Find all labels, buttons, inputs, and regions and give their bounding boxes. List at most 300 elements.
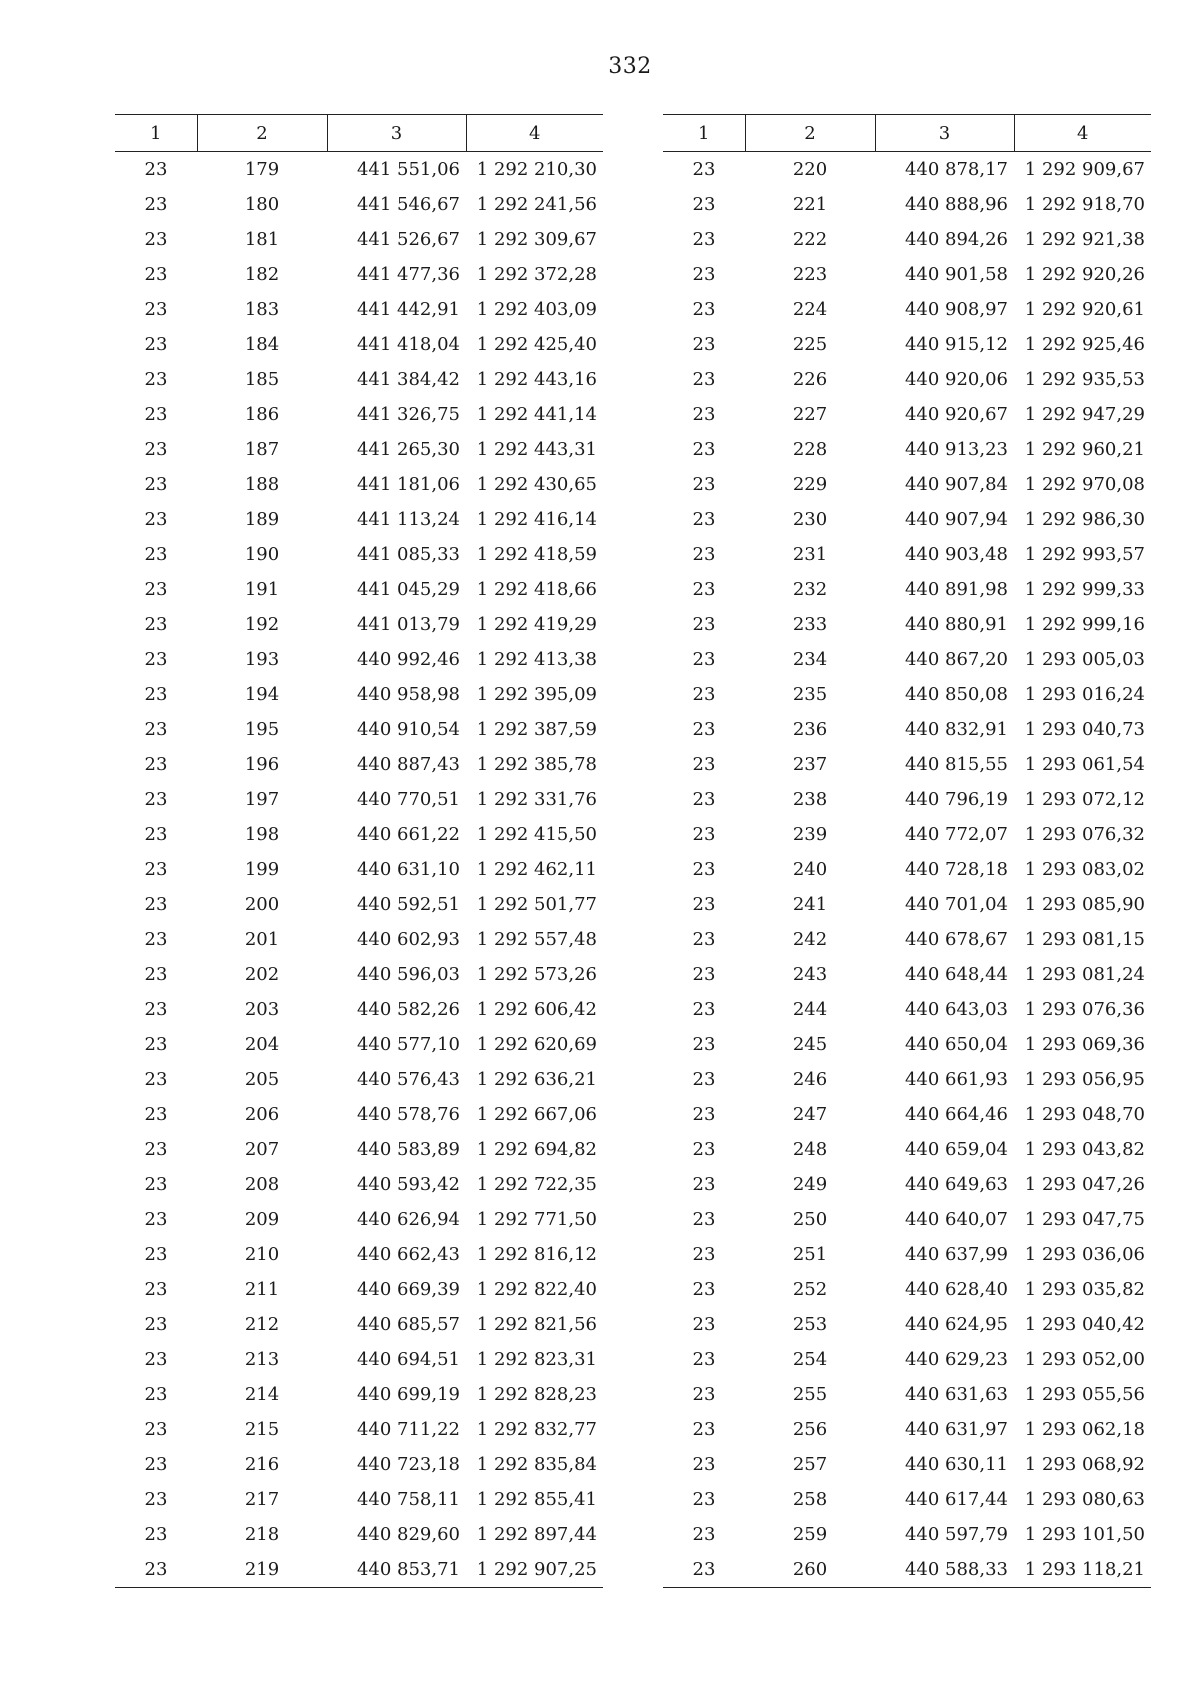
table-row bbox=[663, 992, 1151, 1027]
x-coordinate-cell: 441 085,33 bbox=[356, 544, 460, 565]
y-coordinate-cell: 1 292 557,48 bbox=[476, 929, 597, 950]
region-number-cell: 23 bbox=[692, 404, 716, 425]
y-coordinate-cell: 1 292 443,16 bbox=[476, 369, 597, 390]
point-number-cell: 226 bbox=[792, 369, 828, 390]
y-coordinate-cell: 1 293 072,12 bbox=[1024, 789, 1145, 810]
header-row bbox=[115, 115, 603, 152]
region-number-cell: 23 bbox=[144, 1069, 168, 1090]
x-coordinate-cell: 440 711,22 bbox=[356, 1419, 460, 1440]
table-row bbox=[115, 397, 603, 432]
x-coordinate-cell: 440 597,79 bbox=[904, 1524, 1008, 1545]
table-header bbox=[115, 115, 603, 152]
point-number-cell: 234 bbox=[792, 649, 828, 670]
point-number-cell: 180 bbox=[244, 194, 280, 215]
y-coordinate-cell: 1 292 418,66 bbox=[476, 579, 597, 600]
table-row bbox=[663, 432, 1151, 467]
point-number-cell: 186 bbox=[244, 404, 280, 425]
x-coordinate-cell: 440 624,95 bbox=[904, 1314, 1008, 1335]
region-number-cell: 23 bbox=[144, 649, 168, 670]
region-number-cell: 23 bbox=[692, 1559, 716, 1580]
x-coordinate-cell: 440 850,08 bbox=[904, 684, 1008, 705]
y-coordinate-cell: 1 292 385,78 bbox=[476, 754, 597, 775]
y-coordinate-cell: 1 293 043,82 bbox=[1024, 1139, 1145, 1160]
point-number-cell: 189 bbox=[244, 509, 280, 530]
x-coordinate-cell: 440 640,07 bbox=[904, 1209, 1008, 1230]
table-row bbox=[115, 1482, 603, 1517]
y-coordinate-cell: 1 293 047,75 bbox=[1024, 1209, 1145, 1230]
x-coordinate-cell: 440 832,91 bbox=[904, 719, 1008, 740]
point-number-cell: 223 bbox=[792, 264, 828, 285]
x-coordinate-cell: 440 894,26 bbox=[904, 229, 1008, 250]
x-coordinate-cell: 440 629,23 bbox=[904, 1349, 1008, 1370]
table-row bbox=[663, 327, 1151, 362]
region-number-cell: 23 bbox=[144, 929, 168, 950]
table-body bbox=[663, 152, 1151, 1588]
region-number-cell: 23 bbox=[144, 1244, 168, 1265]
table-row bbox=[115, 712, 603, 747]
x-coordinate-cell: 440 901,58 bbox=[904, 264, 1008, 285]
point-number-cell: 224 bbox=[792, 299, 828, 320]
x-coordinate-cell: 440 958,98 bbox=[356, 684, 460, 705]
region-number-cell: 23 bbox=[692, 1489, 716, 1510]
point-number-cell: 221 bbox=[792, 194, 828, 215]
point-number-cell: 191 bbox=[244, 579, 280, 600]
x-coordinate-cell: 440 772,07 bbox=[904, 824, 1008, 845]
table-row bbox=[115, 852, 603, 887]
x-coordinate-cell: 440 701,04 bbox=[904, 894, 1008, 915]
x-coordinate-cell: 440 908,97 bbox=[904, 299, 1008, 320]
y-coordinate-cell: 1 292 462,11 bbox=[476, 859, 597, 880]
y-coordinate-cell: 1 292 960,21 bbox=[1024, 439, 1145, 460]
region-number-cell: 23 bbox=[692, 1314, 716, 1335]
x-coordinate-cell: 440 576,43 bbox=[356, 1069, 460, 1090]
x-coordinate-cell: 440 887,43 bbox=[356, 754, 460, 775]
point-number-cell: 236 bbox=[792, 719, 828, 740]
column-header-3: 3 bbox=[875, 115, 1014, 152]
y-coordinate-cell: 1 292 241,56 bbox=[476, 194, 597, 215]
y-coordinate-cell: 1 292 331,76 bbox=[476, 789, 597, 810]
x-coordinate-cell: 440 888,96 bbox=[904, 194, 1008, 215]
y-coordinate-cell: 1 292 821,56 bbox=[476, 1314, 597, 1335]
y-coordinate-cell: 1 292 413,38 bbox=[476, 649, 597, 670]
region-number-cell: 23 bbox=[692, 299, 716, 320]
region-number-cell: 23 bbox=[692, 614, 716, 635]
point-number-cell: 243 bbox=[792, 964, 828, 985]
point-number-cell: 188 bbox=[244, 474, 280, 495]
region-number-cell: 23 bbox=[692, 824, 716, 845]
region-number-cell: 23 bbox=[144, 1384, 168, 1405]
x-coordinate-cell: 440 662,43 bbox=[356, 1244, 460, 1265]
x-coordinate-cell: 440 664,46 bbox=[904, 1104, 1008, 1125]
y-coordinate-cell: 1 292 832,77 bbox=[476, 1419, 597, 1440]
point-number-cell: 182 bbox=[244, 264, 280, 285]
y-coordinate-cell: 1 292 822,40 bbox=[476, 1279, 597, 1300]
x-coordinate-cell: 440 903,48 bbox=[904, 544, 1008, 565]
region-number-cell: 23 bbox=[692, 509, 716, 530]
region-number-cell: 23 bbox=[144, 964, 168, 985]
point-number-cell: 227 bbox=[792, 404, 828, 425]
page-number: 332 bbox=[608, 54, 652, 79]
y-coordinate-cell: 1 292 970,08 bbox=[1024, 474, 1145, 495]
table-row bbox=[663, 817, 1151, 852]
region-number-cell: 23 bbox=[144, 614, 168, 635]
region-number-cell: 23 bbox=[692, 964, 716, 985]
point-number-cell: 194 bbox=[244, 684, 280, 705]
x-coordinate-cell: 441 551,06 bbox=[356, 159, 460, 180]
y-coordinate-cell: 1 292 403,09 bbox=[476, 299, 597, 320]
table-row bbox=[115, 257, 603, 292]
y-coordinate-cell: 1 293 062,18 bbox=[1024, 1419, 1145, 1440]
region-number-cell: 23 bbox=[144, 1314, 168, 1335]
point-number-cell: 218 bbox=[244, 1524, 280, 1545]
point-number-cell: 185 bbox=[244, 369, 280, 390]
table-row bbox=[663, 362, 1151, 397]
y-coordinate-cell: 1 292 667,06 bbox=[476, 1104, 597, 1125]
table-row bbox=[115, 747, 603, 782]
y-coordinate-cell: 1 292 828,23 bbox=[476, 1384, 597, 1405]
y-coordinate-cell: 1 293 055,56 bbox=[1024, 1384, 1145, 1405]
point-number-cell: 192 bbox=[244, 614, 280, 635]
y-coordinate-cell: 1 292 920,61 bbox=[1024, 299, 1145, 320]
column-header-4: 4 bbox=[1014, 115, 1151, 152]
table-row bbox=[115, 432, 603, 467]
x-coordinate-cell: 441 113,24 bbox=[356, 509, 460, 530]
table-body bbox=[115, 152, 603, 1588]
table-row bbox=[663, 1132, 1151, 1167]
y-coordinate-cell: 1 293 080,63 bbox=[1024, 1489, 1145, 1510]
point-number-cell: 230 bbox=[792, 509, 828, 530]
x-coordinate-cell: 441 477,36 bbox=[356, 264, 460, 285]
table-row bbox=[115, 992, 603, 1027]
point-number-cell: 249 bbox=[792, 1174, 828, 1195]
point-number-cell: 252 bbox=[792, 1279, 828, 1300]
x-coordinate-cell: 440 661,22 bbox=[356, 824, 460, 845]
table-row bbox=[115, 1447, 603, 1482]
region-number-cell: 23 bbox=[692, 754, 716, 775]
region-number-cell: 23 bbox=[692, 894, 716, 915]
region-number-cell: 23 bbox=[692, 229, 716, 250]
table-row bbox=[115, 537, 603, 572]
table-row bbox=[115, 1167, 603, 1202]
region-number-cell: 23 bbox=[692, 544, 716, 565]
region-number-cell: 23 bbox=[144, 859, 168, 880]
y-coordinate-cell: 1 293 081,24 bbox=[1024, 964, 1145, 985]
x-coordinate-cell: 440 907,94 bbox=[904, 509, 1008, 530]
y-coordinate-cell: 1 292 935,53 bbox=[1024, 369, 1145, 390]
table-row bbox=[115, 1342, 603, 1377]
region-number-cell: 23 bbox=[144, 684, 168, 705]
x-coordinate-cell: 440 880,91 bbox=[904, 614, 1008, 635]
point-number-cell: 258 bbox=[792, 1489, 828, 1510]
region-number-cell: 23 bbox=[144, 1279, 168, 1300]
x-coordinate-cell: 441 045,29 bbox=[356, 579, 460, 600]
point-number-cell: 254 bbox=[792, 1349, 828, 1370]
point-number-cell: 211 bbox=[244, 1279, 280, 1300]
x-coordinate-cell: 440 631,97 bbox=[904, 1419, 1008, 1440]
table-row bbox=[663, 1482, 1151, 1517]
y-coordinate-cell: 1 292 855,41 bbox=[476, 1489, 597, 1510]
point-number-cell: 220 bbox=[792, 159, 828, 180]
region-number-cell: 23 bbox=[144, 544, 168, 565]
region-number-cell: 23 bbox=[692, 649, 716, 670]
region-number-cell: 23 bbox=[144, 1034, 168, 1055]
x-coordinate-cell: 440 920,67 bbox=[904, 404, 1008, 425]
coordinates-table-right bbox=[663, 114, 1151, 1588]
y-coordinate-cell: 1 292 907,25 bbox=[476, 1559, 597, 1580]
x-coordinate-cell: 441 418,04 bbox=[356, 334, 460, 355]
point-number-cell: 219 bbox=[244, 1559, 280, 1580]
point-number-cell: 239 bbox=[792, 824, 828, 845]
region-number-cell: 23 bbox=[144, 264, 168, 285]
point-number-cell: 256 bbox=[792, 1419, 828, 1440]
point-number-cell: 216 bbox=[244, 1454, 280, 1475]
table-row bbox=[115, 152, 603, 188]
point-number-cell: 231 bbox=[792, 544, 828, 565]
x-coordinate-cell: 440 588,33 bbox=[904, 1559, 1008, 1580]
table-row bbox=[663, 1167, 1151, 1202]
y-coordinate-cell: 1 293 118,21 bbox=[1024, 1559, 1145, 1580]
table-header bbox=[663, 115, 1151, 152]
y-coordinate-cell: 1 293 040,42 bbox=[1024, 1314, 1145, 1335]
region-number-cell: 23 bbox=[692, 1384, 716, 1405]
point-number-cell: 247 bbox=[792, 1104, 828, 1125]
point-number-cell: 241 bbox=[792, 894, 828, 915]
x-coordinate-cell: 440 699,19 bbox=[356, 1384, 460, 1405]
region-number-cell: 23 bbox=[144, 474, 168, 495]
point-number-cell: 246 bbox=[792, 1069, 828, 1090]
table-row bbox=[115, 1062, 603, 1097]
y-coordinate-cell: 1 292 999,33 bbox=[1024, 579, 1145, 600]
y-coordinate-cell: 1 292 925,46 bbox=[1024, 334, 1145, 355]
y-coordinate-cell: 1 293 035,82 bbox=[1024, 1279, 1145, 1300]
region-number-cell: 23 bbox=[692, 719, 716, 740]
point-number-cell: 215 bbox=[244, 1419, 280, 1440]
region-number-cell: 23 bbox=[692, 474, 716, 495]
region-number-cell: 23 bbox=[692, 929, 716, 950]
region-number-cell: 23 bbox=[692, 1139, 716, 1160]
region-number-cell: 23 bbox=[144, 789, 168, 810]
table-row bbox=[115, 817, 603, 852]
table-row bbox=[115, 887, 603, 922]
x-coordinate-cell: 441 526,67 bbox=[356, 229, 460, 250]
x-coordinate-cell: 440 723,18 bbox=[356, 1454, 460, 1475]
y-coordinate-cell: 1 293 061,54 bbox=[1024, 754, 1145, 775]
x-coordinate-cell: 440 593,42 bbox=[356, 1174, 460, 1195]
table-row bbox=[115, 607, 603, 642]
table-row bbox=[663, 712, 1151, 747]
x-coordinate-cell: 440 694,51 bbox=[356, 1349, 460, 1370]
x-coordinate-cell: 440 637,99 bbox=[904, 1244, 1008, 1265]
region-number-cell: 23 bbox=[692, 194, 716, 215]
y-coordinate-cell: 1 292 823,31 bbox=[476, 1349, 597, 1370]
point-number-cell: 212 bbox=[244, 1314, 280, 1335]
region-number-cell: 23 bbox=[144, 719, 168, 740]
region-number-cell: 23 bbox=[144, 824, 168, 845]
point-number-cell: 205 bbox=[244, 1069, 280, 1090]
region-number-cell: 23 bbox=[692, 159, 716, 180]
y-coordinate-cell: 1 292 309,67 bbox=[476, 229, 597, 250]
y-coordinate-cell: 1 293 076,32 bbox=[1024, 824, 1145, 845]
region-number-cell: 23 bbox=[144, 1209, 168, 1230]
table-row bbox=[663, 642, 1151, 677]
table-row bbox=[663, 1552, 1151, 1588]
y-coordinate-cell: 1 293 083,02 bbox=[1024, 859, 1145, 880]
table-row bbox=[663, 1307, 1151, 1342]
region-number-cell: 23 bbox=[692, 1104, 716, 1125]
x-coordinate-cell: 441 013,79 bbox=[356, 614, 460, 635]
region-number-cell: 23 bbox=[144, 369, 168, 390]
point-number-cell: 233 bbox=[792, 614, 828, 635]
point-number-cell: 217 bbox=[244, 1489, 280, 1510]
point-number-cell: 232 bbox=[792, 579, 828, 600]
y-coordinate-cell: 1 293 036,06 bbox=[1024, 1244, 1145, 1265]
y-coordinate-cell: 1 293 047,26 bbox=[1024, 1174, 1145, 1195]
table-row bbox=[115, 362, 603, 397]
x-coordinate-cell: 440 602,93 bbox=[356, 929, 460, 950]
point-number-cell: 193 bbox=[244, 649, 280, 670]
region-number-cell: 23 bbox=[144, 299, 168, 320]
y-coordinate-cell: 1 292 918,70 bbox=[1024, 194, 1145, 215]
x-coordinate-cell: 440 631,63 bbox=[904, 1384, 1008, 1405]
point-number-cell: 183 bbox=[244, 299, 280, 320]
table-row bbox=[663, 887, 1151, 922]
x-coordinate-cell: 440 630,11 bbox=[904, 1454, 1008, 1475]
region-number-cell: 23 bbox=[692, 334, 716, 355]
region-number-cell: 23 bbox=[692, 1034, 716, 1055]
table-row bbox=[663, 222, 1151, 257]
column-header-1: 1 bbox=[698, 122, 710, 144]
table-row bbox=[115, 187, 603, 222]
table-row bbox=[115, 327, 603, 362]
region-number-cell: 23 bbox=[692, 264, 716, 285]
table-row bbox=[115, 677, 603, 712]
x-coordinate-cell: 440 910,54 bbox=[356, 719, 460, 740]
x-coordinate-cell: 440 583,89 bbox=[356, 1139, 460, 1160]
point-number-cell: 196 bbox=[244, 754, 280, 775]
x-coordinate-cell: 440 685,57 bbox=[356, 1314, 460, 1335]
point-number-cell: 208 bbox=[244, 1174, 280, 1195]
region-number-cell: 23 bbox=[144, 1174, 168, 1195]
table-row bbox=[115, 1202, 603, 1237]
x-coordinate-cell: 440 582,26 bbox=[356, 999, 460, 1020]
y-coordinate-cell: 1 292 620,69 bbox=[476, 1034, 597, 1055]
x-coordinate-cell: 441 326,75 bbox=[356, 404, 460, 425]
coordinates-table-left bbox=[115, 114, 603, 1588]
y-coordinate-cell: 1 292 387,59 bbox=[476, 719, 597, 740]
y-coordinate-cell: 1 292 947,29 bbox=[1024, 404, 1145, 425]
table-row bbox=[663, 467, 1151, 502]
table-row bbox=[115, 957, 603, 992]
point-number-cell: 179 bbox=[244, 159, 280, 180]
y-coordinate-cell: 1 292 909,67 bbox=[1024, 159, 1145, 180]
point-number-cell: 240 bbox=[792, 859, 828, 880]
y-coordinate-cell: 1 292 999,16 bbox=[1024, 614, 1145, 635]
point-number-cell: 222 bbox=[792, 229, 828, 250]
point-number-cell: 255 bbox=[792, 1384, 828, 1405]
point-number-cell: 201 bbox=[244, 929, 280, 950]
x-coordinate-cell: 440 770,51 bbox=[356, 789, 460, 810]
x-coordinate-cell: 440 649,63 bbox=[904, 1174, 1008, 1195]
region-number-cell: 23 bbox=[692, 1279, 716, 1300]
table-row bbox=[115, 1132, 603, 1167]
x-coordinate-cell: 440 650,04 bbox=[904, 1034, 1008, 1055]
region-number-cell: 23 bbox=[144, 579, 168, 600]
point-number-cell: 187 bbox=[244, 439, 280, 460]
region-number-cell: 23 bbox=[144, 509, 168, 530]
y-coordinate-cell: 1 292 415,50 bbox=[476, 824, 597, 845]
point-number-cell: 202 bbox=[244, 964, 280, 985]
x-coordinate-cell: 440 631,10 bbox=[356, 859, 460, 880]
region-number-cell: 23 bbox=[692, 1419, 716, 1440]
region-number-cell: 23 bbox=[692, 859, 716, 880]
point-number-cell: 238 bbox=[792, 789, 828, 810]
table-row bbox=[663, 1342, 1151, 1377]
x-coordinate-cell: 440 796,19 bbox=[904, 789, 1008, 810]
point-number-cell: 253 bbox=[792, 1314, 828, 1335]
table-row bbox=[115, 1517, 603, 1552]
table-row bbox=[663, 397, 1151, 432]
region-number-cell: 23 bbox=[692, 684, 716, 705]
table-row bbox=[663, 1027, 1151, 1062]
x-coordinate-cell: 440 992,46 bbox=[356, 649, 460, 670]
point-number-cell: 181 bbox=[244, 229, 280, 250]
table-row bbox=[663, 187, 1151, 222]
x-coordinate-cell: 440 659,04 bbox=[904, 1139, 1008, 1160]
table-row bbox=[115, 642, 603, 677]
table-row bbox=[663, 1447, 1151, 1482]
x-coordinate-cell: 440 577,10 bbox=[356, 1034, 460, 1055]
point-number-cell: 214 bbox=[244, 1384, 280, 1405]
y-coordinate-cell: 1 292 372,28 bbox=[476, 264, 597, 285]
point-number-cell: 190 bbox=[244, 544, 280, 565]
point-number-cell: 199 bbox=[244, 859, 280, 880]
y-coordinate-cell: 1 292 573,26 bbox=[476, 964, 597, 985]
y-coordinate-cell: 1 292 897,44 bbox=[476, 1524, 597, 1545]
x-coordinate-cell: 440 626,94 bbox=[356, 1209, 460, 1230]
point-number-cell: 225 bbox=[792, 334, 828, 355]
region-number-cell: 23 bbox=[692, 1454, 716, 1475]
region-number-cell: 23 bbox=[144, 1349, 168, 1370]
column-header-1: 1 bbox=[150, 122, 162, 144]
y-coordinate-cell: 1 293 056,95 bbox=[1024, 1069, 1145, 1090]
x-coordinate-cell: 440 907,84 bbox=[904, 474, 1008, 495]
y-coordinate-cell: 1 293 052,00 bbox=[1024, 1349, 1145, 1370]
x-coordinate-cell: 440 920,06 bbox=[904, 369, 1008, 390]
x-coordinate-cell: 441 265,30 bbox=[356, 439, 460, 460]
x-coordinate-cell: 440 915,12 bbox=[904, 334, 1008, 355]
x-coordinate-cell: 440 596,03 bbox=[356, 964, 460, 985]
x-coordinate-cell: 440 878,17 bbox=[904, 159, 1008, 180]
region-number-cell: 23 bbox=[144, 754, 168, 775]
region-number-cell: 23 bbox=[144, 439, 168, 460]
region-number-cell: 23 bbox=[144, 1524, 168, 1545]
x-coordinate-cell: 440 913,23 bbox=[904, 439, 1008, 460]
y-coordinate-cell: 1 292 441,14 bbox=[476, 404, 597, 425]
point-number-cell: 259 bbox=[792, 1524, 828, 1545]
table-row bbox=[115, 1307, 603, 1342]
region-number-cell: 23 bbox=[692, 1209, 716, 1230]
point-number-cell: 203 bbox=[244, 999, 280, 1020]
x-coordinate-cell: 440 661,93 bbox=[904, 1069, 1008, 1090]
region-number-cell: 23 bbox=[144, 159, 168, 180]
region-number-cell: 23 bbox=[692, 1174, 716, 1195]
x-coordinate-cell: 441 181,06 bbox=[356, 474, 460, 495]
region-number-cell: 23 bbox=[692, 999, 716, 1020]
column-header-2: 2 bbox=[745, 115, 875, 152]
region-number-cell: 23 bbox=[692, 1524, 716, 1545]
point-number-cell: 197 bbox=[244, 789, 280, 810]
x-coordinate-cell: 440 628,40 bbox=[904, 1279, 1008, 1300]
